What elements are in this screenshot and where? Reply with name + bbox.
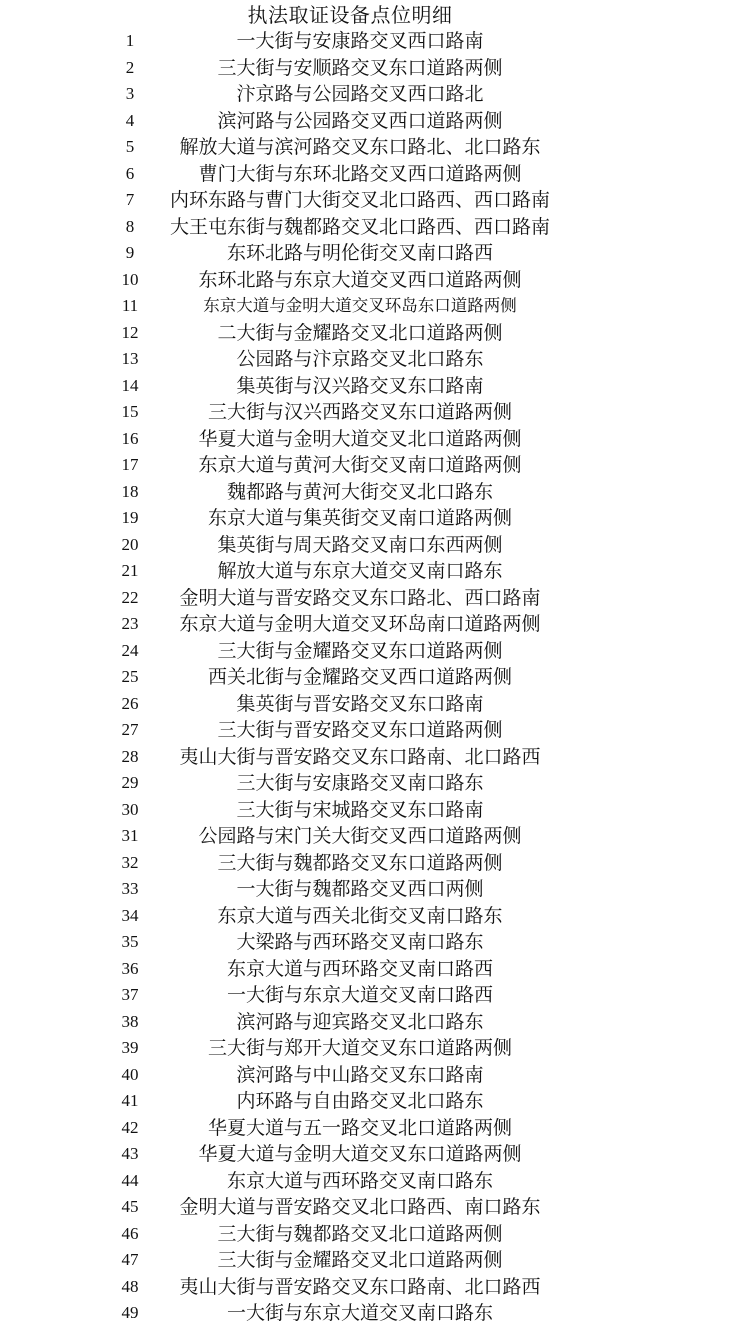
list-item — [0, 611, 752, 638]
list-item — [0, 1300, 752, 1327]
row-number: 9 — [125, 243, 135, 262]
list-item — [0, 346, 752, 373]
location-text: 大梁路与西环路交叉南口路东 — [236, 931, 484, 953]
list-item — [0, 505, 752, 532]
list-item — [0, 81, 752, 108]
location-text: 三大街与晋安路交叉东口道路两侧 — [217, 719, 503, 741]
list-item — [0, 1062, 752, 1089]
list-item — [0, 744, 752, 771]
list-item — [0, 1088, 752, 1115]
row-number: 36 — [121, 958, 139, 978]
list-item — [0, 982, 752, 1009]
list-item — [0, 1009, 752, 1036]
location-text: 金明大道与晋安路交叉东口路北、西口路南 — [179, 586, 541, 609]
location-text: 集英街与晋安路交叉东口路南 — [236, 692, 484, 715]
location-text: 三大街与金耀路交叉北口道路两侧 — [217, 1249, 503, 1271]
row-number: 1 — [125, 31, 135, 50]
row-number: 8 — [125, 216, 135, 236]
row-number: 14 — [121, 375, 139, 395]
row-number: 25 — [121, 667, 139, 686]
location-text: 三大街与郑开大道交叉东口道路两侧 — [207, 1037, 512, 1059]
row-number: 16 — [121, 428, 139, 448]
list-item — [0, 876, 752, 903]
list-item — [0, 1221, 752, 1248]
list-item — [0, 108, 752, 135]
list-item — [0, 161, 752, 188]
row-number: 20 — [121, 534, 139, 554]
location-text: 滨河路与公园路交叉西口道路两侧 — [217, 109, 503, 132]
row-number: 17 — [121, 455, 139, 474]
list-item — [0, 293, 752, 320]
location-text: 东京大道与西关北街交叉南口路东 — [217, 904, 503, 927]
list-item — [0, 903, 752, 930]
list-item — [0, 1035, 752, 1062]
location-text: 公园路与宋门关大街交叉西口道路两侧 — [198, 825, 522, 847]
list-item — [0, 558, 752, 585]
row-number: 33 — [121, 879, 139, 898]
row-number: 6 — [125, 163, 135, 183]
list-item — [0, 267, 752, 294]
list-item — [0, 1247, 752, 1274]
location-text: 东京大道与西环路交叉南口路东 — [226, 1169, 493, 1192]
location-text: 东京大道与金明大道交叉环岛南口道路两侧 — [179, 613, 541, 635]
list-item — [0, 717, 752, 744]
row-number: 21 — [121, 561, 139, 580]
row-number: 13 — [121, 349, 139, 368]
location-text: 滨河路与迎宾路交叉北口路东 — [236, 1010, 484, 1033]
location-text: 华夏大道与金明大道交叉东口道路两侧 — [198, 1143, 522, 1165]
row-number: 15 — [121, 402, 139, 421]
document-title: 执法取证设备点位明细 — [247, 3, 453, 27]
list-item — [0, 823, 752, 850]
location-text: 一大街与安康路交叉西口路南 — [236, 30, 484, 52]
location-text: 三大街与安顺路交叉东口道路两侧 — [217, 56, 503, 79]
list-item — [0, 373, 752, 400]
row-number: 5 — [125, 137, 135, 156]
row-number: 49 — [121, 1303, 139, 1322]
row-number: 4 — [125, 110, 135, 130]
location-text: 华夏大道与金明大道交叉北口道路两侧 — [198, 427, 522, 450]
list-item — [0, 134, 752, 161]
location-text: 东京大道与金明大道交叉环岛东口道路两侧 — [203, 296, 517, 315]
list-item — [0, 585, 752, 612]
location-text: 夷山大街与晋安路交叉东口路南、北口路西 — [179, 745, 541, 768]
location-text: 一大街与东京大道交叉南口路东 — [226, 1302, 493, 1324]
row-number: 45 — [121, 1197, 139, 1216]
location-text: 三大街与宋城路交叉东口路南 — [236, 798, 484, 821]
location-text: 一大街与魏都路交叉西口两侧 — [236, 878, 484, 900]
row-number: 30 — [121, 799, 139, 819]
list-item — [0, 956, 752, 983]
row-number: 48 — [121, 1276, 139, 1296]
location-text: 曹门大街与东环北路交叉西口道路两侧 — [198, 162, 522, 185]
location-text: 二大街与金耀路交叉北口道路两侧 — [217, 321, 503, 344]
list-item — [0, 214, 752, 241]
location-text: 华夏大道与五一路交叉北口道路两侧 — [207, 1116, 512, 1139]
list-item — [0, 187, 752, 214]
list-item — [0, 664, 752, 691]
row-number: 27 — [121, 720, 139, 739]
location-text: 三大街与魏都路交叉东口道路两侧 — [217, 851, 503, 874]
location-text: 东京大道与集英街交叉南口道路两侧 — [207, 507, 512, 529]
list-item — [0, 28, 752, 55]
row-number: 19 — [121, 508, 139, 527]
row-number: 32 — [121, 852, 139, 872]
location-text: 内环路与自由路交叉北口路东 — [236, 1090, 484, 1112]
location-text: 夷山大街与晋安路交叉东口路南、北口路西 — [179, 1275, 541, 1298]
location-text: 集英街与汉兴路交叉东口路南 — [236, 374, 484, 397]
row-number: 31 — [121, 826, 139, 845]
row-number: 26 — [121, 693, 139, 713]
location-text: 汴京路与公园路交叉西口路北 — [236, 83, 484, 105]
list-item — [0, 55, 752, 82]
list-item — [0, 1115, 752, 1142]
location-text: 内环东路与曹门大街交叉北口路西、西口路南 — [169, 189, 550, 211]
list-item — [0, 532, 752, 559]
list-item — [0, 1194, 752, 1221]
list-item — [0, 850, 752, 877]
row-number: 40 — [121, 1064, 139, 1084]
list-item — [0, 426, 752, 453]
location-text: 大王屯东街与魏都路交叉北口路西、西口路南 — [169, 215, 550, 238]
row-number: 23 — [121, 614, 139, 633]
location-text: 解放大道与东京大道交叉南口路东 — [217, 560, 503, 582]
row-number: 24 — [121, 640, 139, 660]
list-item — [0, 1168, 752, 1195]
location-text: 西关北街与金耀路交叉西口道路两侧 — [207, 666, 512, 688]
row-number: 22 — [121, 587, 139, 607]
row-number: 11 — [121, 296, 139, 315]
list-item — [0, 399, 752, 426]
row-number: 18 — [121, 481, 139, 501]
location-text: 三大街与汉兴西路交叉东口道路两侧 — [207, 401, 512, 423]
row-number: 43 — [121, 1144, 139, 1163]
row-number: 12 — [121, 322, 139, 342]
list-item — [0, 1141, 752, 1168]
location-text: 三大街与金耀路交叉东口道路两侧 — [217, 639, 503, 662]
location-text: 三大街与安康路交叉南口路东 — [236, 772, 484, 794]
row-number: 29 — [121, 773, 139, 792]
row-number: 10 — [121, 269, 139, 289]
location-text: 集英街与周天路交叉南口东西两侧 — [217, 533, 503, 556]
row-number: 41 — [121, 1091, 139, 1110]
location-text: 公园路与汴京路交叉北口路东 — [236, 348, 484, 370]
list-item — [0, 691, 752, 718]
list-item — [0, 929, 752, 956]
location-text: 金明大道与晋安路交叉北口路西、南口路东 — [179, 1196, 541, 1218]
location-text: 东京大道与西环路交叉南口路西 — [226, 957, 493, 980]
location-list — [0, 28, 752, 1327]
list-item — [0, 770, 752, 797]
list-item — [0, 240, 752, 267]
list-item — [0, 320, 752, 347]
list-item — [0, 479, 752, 506]
list-item — [0, 638, 752, 665]
row-number: 3 — [125, 84, 135, 103]
location-text: 东环北路与东京大道交叉西口道路两侧 — [198, 268, 522, 291]
location-text: 解放大道与滨河路交叉东口路北、北口路东 — [179, 136, 541, 158]
row-number: 42 — [121, 1117, 139, 1137]
location-text: 滨河路与中山路交叉东口路南 — [236, 1063, 484, 1086]
row-number: 35 — [121, 932, 139, 951]
location-text: 东京大道与黄河大街交叉南口道路两侧 — [198, 454, 522, 476]
row-number: 28 — [121, 746, 139, 766]
row-number: 44 — [121, 1170, 139, 1190]
list-item — [0, 797, 752, 824]
row-number: 46 — [121, 1223, 139, 1243]
location-text: 一大街与东京大道交叉南口路西 — [226, 984, 493, 1006]
row-number: 2 — [125, 57, 135, 77]
row-number: 38 — [121, 1011, 139, 1031]
row-number: 39 — [121, 1038, 139, 1057]
location-text: 三大街与魏都路交叉北口道路两侧 — [217, 1222, 503, 1245]
list-item — [0, 452, 752, 479]
location-text: 魏都路与黄河大街交叉北口路东 — [226, 480, 493, 503]
row-number: 37 — [121, 985, 139, 1004]
row-number: 34 — [121, 905, 139, 925]
list-item — [0, 1274, 752, 1301]
row-number: 7 — [125, 190, 135, 209]
location-text: 东环北路与明伦街交叉南口路西 — [226, 242, 493, 264]
row-number: 47 — [121, 1250, 139, 1269]
